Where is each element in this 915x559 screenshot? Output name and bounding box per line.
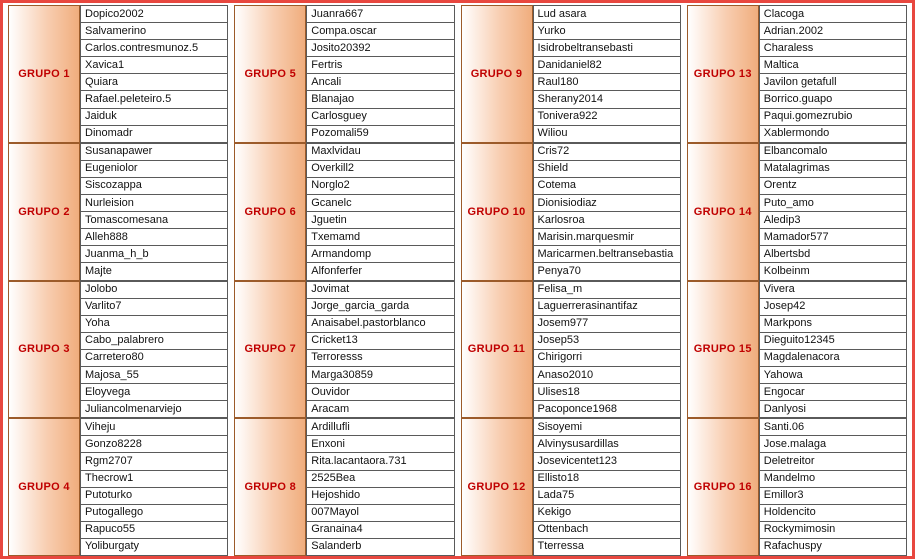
group-member-list-2 [80, 143, 228, 281]
list-item: Cris72 [533, 143, 681, 161]
list-item: Penya70 [533, 263, 681, 280]
group-cell [5, 281, 231, 419]
list-item: Danidaniel82 [533, 57, 681, 74]
groups-grid [3, 3, 912, 556]
group-member-list-8 [306, 418, 454, 556]
group-member-list-4 [80, 418, 228, 556]
list-item: Ulises18 [533, 384, 681, 401]
list-item: Alvinysusardillas [533, 436, 681, 453]
list-item: Juanra667 [306, 5, 454, 23]
group-label-11: GRUPO 11 [461, 281, 533, 419]
group-member-list-3 [80, 281, 228, 419]
list-item: Holdencito [759, 505, 907, 522]
group-label-5: GRUPO 5 [234, 5, 306, 143]
list-item: Enxoni [306, 436, 454, 453]
list-item: Jguetin [306, 212, 454, 229]
list-item: Gcanelc [306, 195, 454, 212]
list-item: Granaina4 [306, 522, 454, 539]
list-item: Albertsbd [759, 246, 907, 263]
list-item: Borrico.guapo [759, 91, 907, 108]
group-cell [458, 281, 684, 419]
list-item: 2525Bea [306, 471, 454, 488]
list-item: Carlos.contresmunoz.5 [80, 40, 228, 57]
list-item: Deletreitor [759, 453, 907, 470]
list-item: Eugeniolor [80, 161, 228, 178]
group-label-6: GRUPO 6 [234, 143, 306, 281]
list-item: Terroresss [306, 350, 454, 367]
list-item: Rapuco55 [80, 522, 228, 539]
list-item: Marisin.marquesmir [533, 229, 681, 246]
list-item: Tomascomesana [80, 212, 228, 229]
list-item: Ellisto18 [533, 471, 681, 488]
group-member-list-15 [759, 281, 907, 419]
list-item: Jolobo [80, 281, 228, 299]
list-item: Clacoga [759, 5, 907, 23]
list-item: Josep42 [759, 299, 907, 316]
list-item: Maxlvidau [306, 143, 454, 161]
list-item: Quiara [80, 74, 228, 91]
list-item: Maricarmen.beltransebastia [533, 246, 681, 263]
group-label-13: GRUPO 13 [687, 5, 759, 143]
group-cell [458, 5, 684, 143]
list-item: Rgm2707 [80, 453, 228, 470]
list-item: Jorge_garcia_garda [306, 299, 454, 316]
list-item: Eloyvega [80, 384, 228, 401]
list-item: Mandelmo [759, 471, 907, 488]
list-item: Rafachuspy [759, 539, 907, 556]
group-label-9: GRUPO 9 [461, 5, 533, 143]
list-item: Juanma_h_b [80, 246, 228, 263]
group-member-list-12 [533, 418, 681, 556]
list-item: Elbancomalo [759, 143, 907, 161]
group-cell [5, 5, 231, 143]
group-member-list-14 [759, 143, 907, 281]
list-item: Carretero80 [80, 350, 228, 367]
group-member-list-9 [533, 5, 681, 143]
list-item: Varlito7 [80, 299, 228, 316]
list-item: Raul180 [533, 74, 681, 91]
group-cell [5, 418, 231, 556]
list-item: Norglo2 [306, 178, 454, 195]
list-item: Armandomp [306, 246, 454, 263]
group-member-list-7 [306, 281, 454, 419]
list-item: Yoliburgaty [80, 539, 228, 556]
group-member-list-10 [533, 143, 681, 281]
list-item: Shield [533, 161, 681, 178]
list-item: Wiliou [533, 126, 681, 143]
list-item: 007Mayol [306, 505, 454, 522]
group-cell [684, 418, 910, 556]
group-member-list-16 [759, 418, 907, 556]
list-item: Chirigorri [533, 350, 681, 367]
list-item: Tterressa [533, 539, 681, 556]
list-item: Mamador577 [759, 229, 907, 246]
list-item: Adrian.2002 [759, 23, 907, 40]
list-item: Compa.oscar [306, 23, 454, 40]
group-label-10: GRUPO 10 [461, 143, 533, 281]
list-item: Putogallego [80, 505, 228, 522]
group-label-14: GRUPO 14 [687, 143, 759, 281]
list-item: Yurko [533, 23, 681, 40]
group-label-3: GRUPO 3 [8, 281, 80, 419]
list-item: Josep53 [533, 333, 681, 350]
list-item: Kekigo [533, 505, 681, 522]
list-item: Txemamd [306, 229, 454, 246]
list-item: Alfonferfer [306, 263, 454, 280]
list-item: Marga30859 [306, 367, 454, 384]
group-member-list-13 [759, 5, 907, 143]
list-item: Lud asara [533, 5, 681, 23]
list-item: Dopico2002 [80, 5, 228, 23]
list-item: Cabo_palabrero [80, 333, 228, 350]
group-cell [231, 143, 457, 281]
list-item: Overkill2 [306, 161, 454, 178]
list-item: Markpons [759, 316, 907, 333]
list-item: Cricket13 [306, 333, 454, 350]
list-item: Magdalenacora [759, 350, 907, 367]
list-item: Josito20392 [306, 40, 454, 57]
list-item: Xavica1 [80, 57, 228, 74]
list-item: Lada75 [533, 488, 681, 505]
list-item: Jose.malaga [759, 436, 907, 453]
list-item: Majte [80, 263, 228, 280]
list-item: Tonivera922 [533, 109, 681, 126]
list-item: Danlyosi [759, 401, 907, 418]
list-item: Yoha [80, 316, 228, 333]
group-cell [684, 281, 910, 419]
group-member-list-1 [80, 5, 228, 143]
group-cell [458, 418, 684, 556]
list-item: Yahowa [759, 367, 907, 384]
list-item: Xablermondo [759, 126, 907, 143]
list-item: Aracam [306, 401, 454, 418]
list-item: Susanapawer [80, 143, 228, 161]
list-item: Salanderb [306, 539, 454, 556]
list-item: Rockymimosin [759, 522, 907, 539]
list-item: Karlosroa [533, 212, 681, 229]
list-item: Matalagrimas [759, 161, 907, 178]
list-item: Laguerrerasinantifaz [533, 299, 681, 316]
group-label-2: GRUPO 2 [8, 143, 80, 281]
list-item: Emillor3 [759, 488, 907, 505]
group-cell [5, 143, 231, 281]
list-item: Anaso2010 [533, 367, 681, 384]
list-item: Viheju [80, 418, 228, 436]
list-item: Dieguito12345 [759, 333, 907, 350]
group-label-15: GRUPO 15 [687, 281, 759, 419]
list-item: Juliancolmenarviejo [80, 401, 228, 418]
list-item: Dinomadr [80, 126, 228, 143]
group-member-list-11 [533, 281, 681, 419]
list-item: Blanajao [306, 91, 454, 108]
list-item: Gonzo8228 [80, 436, 228, 453]
list-item: Orentz [759, 178, 907, 195]
group-member-list-6 [306, 143, 454, 281]
list-item: Kolbeinm [759, 263, 907, 280]
list-item: Majosa_55 [80, 367, 228, 384]
list-item: Pacoponce1968 [533, 401, 681, 418]
list-item: Javilon getafull [759, 74, 907, 91]
list-item: Josevicentet123 [533, 453, 681, 470]
list-item: Maltica [759, 57, 907, 74]
group-cell [231, 418, 457, 556]
group-cell [684, 5, 910, 143]
list-item: Anaisabel.pastorblanco [306, 316, 454, 333]
list-item: Paqui.gomezrubio [759, 109, 907, 126]
list-item: Cotema [533, 178, 681, 195]
group-cell [458, 143, 684, 281]
list-item: Jovimat [306, 281, 454, 299]
list-item: Isidrobeltransebasti [533, 40, 681, 57]
group-label-4: GRUPO 4 [8, 418, 80, 556]
list-item: Sherany2014 [533, 91, 681, 108]
group-label-7: GRUPO 7 [234, 281, 306, 419]
list-item: Felisa_m [533, 281, 681, 299]
list-item: Charaless [759, 40, 907, 57]
list-item: Josem977 [533, 316, 681, 333]
group-cell [231, 281, 457, 419]
group-label-1: GRUPO 1 [8, 5, 80, 143]
list-item: Jaiduk [80, 109, 228, 126]
group-member-list-5 [306, 5, 454, 143]
list-item: Pozomali59 [306, 126, 454, 143]
list-item: Santi.06 [759, 418, 907, 436]
list-item: Aledip3 [759, 212, 907, 229]
list-item: Ancali [306, 74, 454, 91]
list-item: Fertris [306, 57, 454, 74]
list-item: Putoturko [80, 488, 228, 505]
list-item: Carlosguey [306, 109, 454, 126]
list-item: Nurleision [80, 195, 228, 212]
list-item: Ardillufli [306, 418, 454, 436]
list-item: Rafael.peleteiro.5 [80, 91, 228, 108]
group-cell [684, 143, 910, 281]
list-item: Thecrow1 [80, 471, 228, 488]
list-item: Rita.lacantaora.731 [306, 453, 454, 470]
list-item: Ottenbach [533, 522, 681, 539]
group-cell [231, 5, 457, 143]
list-item: Salvamerino [80, 23, 228, 40]
list-item: Puto_amo [759, 195, 907, 212]
list-item: Alleh888 [80, 229, 228, 246]
list-item: Sisoyemi [533, 418, 681, 436]
group-label-16: GRUPO 16 [687, 418, 759, 556]
list-item: Hejoshido [306, 488, 454, 505]
list-item: Ouvidor [306, 384, 454, 401]
group-label-8: GRUPO 8 [234, 418, 306, 556]
list-item: Vivera [759, 281, 907, 299]
list-item: Engocar [759, 384, 907, 401]
list-item: Siscozappa [80, 178, 228, 195]
group-label-12: GRUPO 12 [461, 418, 533, 556]
list-item: Dionisiodiaz [533, 195, 681, 212]
